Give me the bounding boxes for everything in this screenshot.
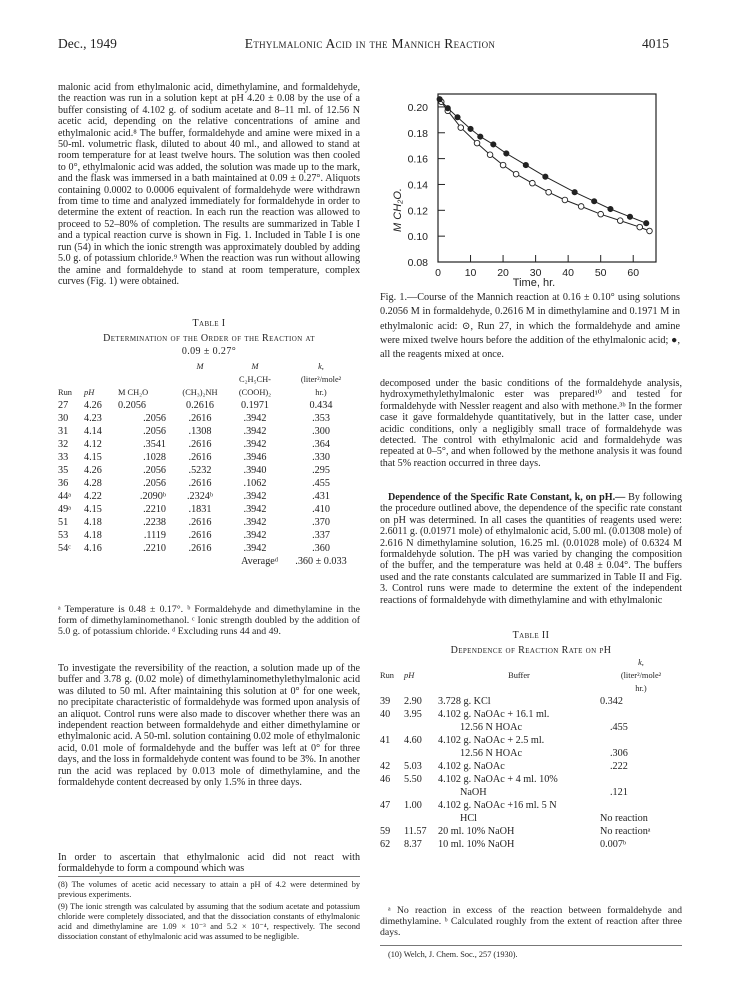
table-title-temperature: 0.09 ± 0.27° xyxy=(181,346,237,357)
header-date: Dec., 1949 xyxy=(58,36,117,51)
cell: 3.95 xyxy=(404,709,422,720)
data-point-filled xyxy=(445,106,450,111)
data-point-open xyxy=(530,180,536,186)
table-label: Table II xyxy=(512,630,550,641)
cell: .2616 xyxy=(188,413,212,424)
cell: .222 xyxy=(610,761,628,772)
cell: 4.28 xyxy=(84,478,102,489)
table-row xyxy=(58,503,360,516)
cell: .3541 xyxy=(143,439,166,450)
table-row xyxy=(380,825,682,838)
data-point-filled xyxy=(504,151,509,156)
cell: 4.102 g. NaOAc +16 ml. 5 N xyxy=(438,800,557,811)
column-header-formaldehyde: M CH₂O xyxy=(118,388,149,397)
data-point-open xyxy=(513,171,519,177)
cell: .3942 xyxy=(243,413,267,424)
cell: .1308 xyxy=(188,426,212,437)
cell: 4.22 xyxy=(84,491,102,502)
table-2 xyxy=(380,656,682,851)
cell: .1119 xyxy=(143,530,166,541)
x-axis-label: Time, hr. xyxy=(512,277,556,288)
cell: 4.102 g. NaOAc xyxy=(438,761,505,772)
data-point-open xyxy=(598,211,604,217)
table-label: Table I xyxy=(192,318,226,329)
footnote-rule xyxy=(58,876,360,877)
cell: 4.102 g. NaOAc + 16.1 ml. xyxy=(438,709,550,720)
cell: 35 xyxy=(58,465,69,476)
y-tick-label: 0.14 xyxy=(407,179,428,192)
cell: .370 xyxy=(312,517,330,528)
table-row xyxy=(58,438,360,451)
cell: 32 xyxy=(58,439,69,450)
x-tick-label: 40 xyxy=(562,267,574,279)
cell: 12.56 N HOAc xyxy=(460,722,522,733)
cell: 4.14 xyxy=(84,426,102,437)
average-value: .360 ± 0.033 xyxy=(295,556,347,567)
cell: .1831 xyxy=(188,504,212,515)
cell: 44ᵃ xyxy=(58,491,71,502)
cell: 41 xyxy=(380,735,391,746)
cell: .121 xyxy=(610,787,628,798)
data-point-filled xyxy=(543,174,548,179)
footnote: (8) The volumes of acetic acid necessary to attain a pH of 4.2 were determined by previous experiments. xyxy=(58,880,360,899)
table-row xyxy=(380,799,682,812)
footnote-rule xyxy=(380,945,682,946)
column-header-ph: pH xyxy=(84,388,95,397)
column-header-unit: M xyxy=(251,362,259,371)
cell: 62 xyxy=(380,839,391,850)
cell: .3946 xyxy=(243,452,267,463)
cell: .2056 xyxy=(143,413,166,424)
average-label: Averageᵈ xyxy=(241,556,278,567)
cell: .2616 xyxy=(188,478,212,489)
table-row-continuation xyxy=(380,747,682,760)
table-row xyxy=(380,734,682,747)
column-header-acid: C₂H₅CH- xyxy=(239,375,271,384)
cell: 0.2616 xyxy=(185,400,214,411)
data-point-filled xyxy=(491,142,496,147)
cell: .364 xyxy=(312,439,330,450)
cell: 4.102 g. NaOAc + 2.5 ml. xyxy=(438,735,545,746)
table-row xyxy=(380,708,682,721)
table-row xyxy=(58,412,360,425)
data-point-open xyxy=(562,197,568,203)
cell: .3940 xyxy=(243,465,267,476)
cell: .431 xyxy=(312,491,330,502)
x-tick-label: 30 xyxy=(529,267,542,279)
cell: 4.102 g. NaOAc + 4 ml. 10% xyxy=(438,774,558,785)
cell: .306 xyxy=(610,748,628,759)
cell: 1.00 xyxy=(404,800,422,811)
x-tick-label: 10 xyxy=(464,267,477,279)
cell: .2616 xyxy=(188,517,212,528)
data-point-filled xyxy=(572,190,577,195)
cell: .3942 xyxy=(243,491,267,502)
cell: 47 xyxy=(380,800,391,811)
cell: .360 xyxy=(312,543,330,554)
cell: .1028 xyxy=(143,452,166,463)
series-curve xyxy=(440,99,647,223)
cell: 0.342 xyxy=(600,696,623,707)
cell: .3942 xyxy=(243,439,267,450)
column-header-run: Run xyxy=(380,671,394,680)
column-header-k: k, xyxy=(638,658,644,667)
y-tick-label: 0.16 xyxy=(407,153,428,166)
data-point-open xyxy=(546,189,552,195)
section-heading-paragraph xyxy=(380,492,682,606)
table-row xyxy=(380,760,682,773)
cell: 30 xyxy=(58,413,69,424)
body-paragraph: decomposed under the basic conditions of the formaldehyde analysis, hydroxymethylethylmalonic ester was prepared¹⁰ and tested for formaldehyde with Nessler reagent and also with methone.³ᵇ In the former case it gave formaldehyde quantitatively, but in the latter case, under acidic conditions, only a negligibly small trace of formaldehyde was detected. The control with ethylmalonic acid and formaldehyde was repeated at 0–5°, and when followed by the methone analysis it was found that 5% reaction occurred in three days. xyxy=(380,378,682,469)
cell: 4.18 xyxy=(84,530,102,541)
cell: 10 ml. 10% NaOH xyxy=(438,839,515,850)
cell: 3.728 g. KCl xyxy=(438,696,491,707)
cell: .3942 xyxy=(243,426,267,437)
data-point-filled xyxy=(523,162,528,167)
cell: 11.57 xyxy=(404,826,427,837)
data-point-open xyxy=(458,125,464,131)
table-footnotes: ᵃ Temperature is 0.48 ± 0.17°. ᵇ Formaldehyde and dimethylamine in the form of dimethylaminomethanol. ᶜ Ionic strength doubled by the addition of 5.0 g. of potassium chloride. ᵈ Excluding runs 44 and 49. xyxy=(58,604,360,638)
cell: .5232 xyxy=(188,465,212,476)
data-point-open xyxy=(500,162,506,168)
data-point-open xyxy=(474,140,480,146)
cell: .3942 xyxy=(243,543,267,554)
data-point-filled xyxy=(644,221,649,226)
table-row-continuation xyxy=(380,721,682,734)
cell: .353 xyxy=(312,413,330,424)
table-footnotes: ᵃ No reaction in excess of the reaction between formaldehyde and dimethylamine. ᵇ Calculated roughly from the extent of reaction after three days. xyxy=(380,905,682,939)
cell: .1062 xyxy=(243,478,267,489)
column-header-k-units: (liter²/mole² xyxy=(620,671,662,680)
header-page-number: 4015 xyxy=(642,36,669,51)
cell: 0.2056 xyxy=(118,400,147,411)
cell: .330 xyxy=(312,452,330,463)
y-tick-label: 0.20 xyxy=(407,101,428,114)
cell: .3942 xyxy=(243,504,267,515)
cell: 20 ml. 10% NaOH xyxy=(438,826,515,837)
cell: .337 xyxy=(312,530,330,541)
table-title: Determination of the Order of the Reaction at xyxy=(103,333,315,344)
column-header-buffer: Buffer xyxy=(508,671,530,680)
table-row xyxy=(58,490,360,503)
cell: 51 xyxy=(58,517,69,528)
cell: 53 xyxy=(58,530,69,541)
cell: 4.23 xyxy=(84,413,102,424)
cell: .3942 xyxy=(243,517,267,528)
data-point-open xyxy=(637,224,643,230)
cell: .2090ᵇ xyxy=(139,491,166,502)
cell: .2324ᵇ xyxy=(186,491,214,502)
table-row xyxy=(58,425,360,438)
cell: No reaction xyxy=(600,813,648,824)
chart-svg xyxy=(380,88,680,288)
cell: .300 xyxy=(312,426,330,437)
table-row xyxy=(58,399,360,412)
x-tick-label: 60 xyxy=(627,267,640,279)
cell: 4.26 xyxy=(84,400,102,411)
data-point-open xyxy=(647,228,653,234)
data-point-filled xyxy=(468,126,473,131)
cell: .2210 xyxy=(143,504,166,515)
cell: 33 xyxy=(58,452,69,463)
data-point-open xyxy=(617,218,623,224)
column-header-k: k, xyxy=(318,362,324,371)
cell: .2616 xyxy=(188,439,212,450)
table-row-continuation xyxy=(380,786,682,799)
cell: No reactionᵃ xyxy=(600,826,651,837)
cell: 39 xyxy=(380,696,391,707)
data-point-filled xyxy=(608,206,613,211)
body-text: By following the procedure outlined above, the dependence of the specific rate constant on pH was determined. In all cases the quantities of reagents used were: 2.6011 g. (0.01971 mole) of ethylmalonic acid, 5.00 ml. (0.01308 mole) of 2.616 N dimethylamine solution, 16.25 ml. (0.01028 mole) of 0.6324 M formaldehyde solution. The pH was varied by changing the composition of the buffer, and the temperature was held at 0.48 ± 0.04°. The buffers used and the rate constants calculated are summarized in Table II and Fig. 3. Control runs were made to determine the extent of the independent reactions of formaldehyde with dimethylamine and with ethylmalonic xyxy=(380,492,682,606)
table-title: Dependence of Reaction Rate on pH xyxy=(450,645,612,656)
footnote: (10) Welch, J. Chem. Soc., 257 (1930). xyxy=(388,950,518,959)
cell: .2238 xyxy=(143,517,166,528)
data-point-open xyxy=(578,204,584,210)
column-header-k-units: hr.) xyxy=(635,684,647,693)
data-point-filled xyxy=(455,115,460,120)
cell: .2056 xyxy=(143,426,166,437)
x-tick-label: 0 xyxy=(435,267,441,279)
table-row xyxy=(380,838,682,851)
table-row xyxy=(58,477,360,490)
cell: .410 xyxy=(312,504,330,515)
section-heading: Dependence of the Specific Rate Constant, k, on pH.— xyxy=(388,492,626,503)
y-tick-label: 0.10 xyxy=(407,231,428,244)
body-paragraph: In order to ascertain that ethylmalonic acid did not react with formaldehyde to form a compound which was xyxy=(58,852,360,875)
data-point-filled xyxy=(592,199,597,204)
cell: 0.434 xyxy=(309,400,333,411)
table-average-row xyxy=(58,555,360,568)
cell: 46 xyxy=(380,774,391,785)
body-paragraph: malonic acid from ethylmalonic acid, dimethylamine, and formaldehyde, the reaction was run in a solution kept at pH 4.20 ± 0.08 by the use of a buffer consisting of 4.102 g. of sodium acetate and 8–11 ml. of 12.56 N acetic acid, depending on the relative concentrations of amine and ethylmalonic acid.⁸ The buffer, formaldehyde and amine were mixed in a 50-ml. volumetric flask, diluted to about 40 ml., and allowed to stand at room temperature for at least twelve hours. The solution was then cooled to 0°, ethylmalonic acid was added, the solution was made up to the mark, and the flask was immersed in a bath maintained at 0.09 ± 0.27°. Aliquots containing 0.0002 to 0.0006 equivalent of formaldehyde were withdrawn from time to time and analyzed immediately for formaldehyde in order to determine the extent of reaction. In each run the reaction was allowed to proceed to 52–80% of completion. The results are summarized in Table I and a typical reaction curve is shown in Fig. 1. Included in Table I is one run (54) in which the ionic strength was approximately doubled by adding 5.0 g. of potassium chloride.⁹ When the reaction was run without allowing the amine and formaldehyde to stand at room temperature, complex curves (Fig. 1) were obtained. xyxy=(58,82,360,287)
y-tick-label: 0.08 xyxy=(407,257,428,269)
cell: 49ᵃ xyxy=(58,504,71,515)
cell: 4.16 xyxy=(84,543,102,554)
y-tick-label: 0.12 xyxy=(407,205,428,218)
table-1 xyxy=(58,360,360,568)
cell: .295 xyxy=(312,465,330,476)
cell: 12.56 N HOAc xyxy=(460,748,522,759)
table-row xyxy=(58,529,360,542)
cell: 59 xyxy=(380,826,391,837)
table-row xyxy=(58,464,360,477)
cell: 5.50 xyxy=(404,774,422,785)
table-row-continuation xyxy=(380,812,682,825)
x-tick-label: 50 xyxy=(594,267,607,279)
cell: 31 xyxy=(58,426,69,437)
cell: 0.1971 xyxy=(240,400,269,411)
header-title: Ethylmalonic Acid in the Mannich Reaction xyxy=(244,36,496,51)
cell: 4.15 xyxy=(84,452,102,463)
column-header-run: Run xyxy=(58,388,72,397)
table-row xyxy=(380,695,682,708)
cell: .2616 xyxy=(188,530,212,541)
column-header-acid: (COOH)₂ xyxy=(238,388,272,397)
cell: 2.90 xyxy=(404,696,422,707)
cell: 4.60 xyxy=(404,735,422,746)
cell: 0.007ᵇ xyxy=(600,839,627,850)
cell: .455 xyxy=(610,722,628,733)
cell: .455 xyxy=(312,478,330,489)
cell: 5.03 xyxy=(404,761,422,772)
column-header-amine: (CH₃)₂NH xyxy=(182,388,218,397)
cell: .2616 xyxy=(188,543,212,554)
x-tick-label: 20 xyxy=(497,267,509,279)
data-point-filled xyxy=(627,214,632,219)
cell: 40 xyxy=(380,709,391,720)
y-tick-label: 0.18 xyxy=(407,127,428,140)
y-axis-label: M CH₂O. xyxy=(392,188,404,232)
table-row xyxy=(58,451,360,464)
data-point-filled xyxy=(437,97,442,102)
cell: 54ᶜ xyxy=(58,543,71,554)
column-header-k-units: hr.) xyxy=(315,388,327,397)
cell: 4.18 xyxy=(84,517,102,528)
table-row xyxy=(380,773,682,786)
cell: 4.12 xyxy=(84,439,102,450)
cell: .2616 xyxy=(188,452,212,463)
cell: 4.26 xyxy=(84,465,102,476)
figure-1 xyxy=(380,88,680,288)
column-header-ph: pH xyxy=(404,671,415,680)
cell: 4.15 xyxy=(84,504,102,515)
data-point-open xyxy=(487,152,493,158)
cell: .2056 xyxy=(143,465,166,476)
cell: HCl xyxy=(460,813,477,824)
cell: 42 xyxy=(380,761,391,772)
data-point-filled xyxy=(478,134,483,139)
footnote: (9) The ionic strength was calculated by assuming that the sodium acetate and potassium chloride were completely dissociated, and that the dissociation constants of ethylmalonic acid and dimethylamine are 1.09 × 10⁻³ and 5.2 × 10⁻⁴, respectively. The second dissociation constant of ethylmalonic acid was assumed to be negligible. xyxy=(58,902,360,941)
cell: .2056 xyxy=(143,478,166,489)
body-paragraph: To investigate the reversibility of the reaction, a solution made up of the buffer and 3.78 g. (0.02 mole) of dimethylaminomethylethylmalonic acid was diluted to 50 ml. After maintaining this solution at 0° for one week, no precipitate characteristic of formaldehyde was formed upon analysis of an aliquot. Control runs were also made to discover whether there was an independent reaction between formaldehyde and either dimethylamine or ethylmalonic acid. A 50-ml. solution containing 0.02 mole of ethylmalonic acid, 0.01 mole of formaldehyde and the buffer was left at 0° for three days, and the loss in formaldehyde content was found to be 3%. In another run the acid was replaced by 0.013 mole of dimethylamine, and the formaldehyde content decreased by only 1.5% in three days. xyxy=(58,663,360,789)
table-row xyxy=(58,516,360,529)
cell: 27 xyxy=(58,400,69,411)
column-header-k-units: (liter²/mole² xyxy=(300,375,342,384)
figure-caption: Fig. 1.—Course of the Mannich reaction at 0.16 ± 0.10° using solutions 0.2056 M in formaldehyde, 0.2616 M in dimethylamine and 0.1971 M in ethylmalonic acid: ⊙, Run 27, in which the formaldehyde and amine were mixed twelve hours before the addition of the ethylmalonic acid; ●, all the reagents mixed at once. xyxy=(380,292,680,361)
cell: .3942 xyxy=(243,530,267,541)
cell: 36 xyxy=(58,478,69,489)
cell: .2210 xyxy=(143,543,166,554)
cell: 8.37 xyxy=(404,839,422,850)
column-header-unit: M xyxy=(196,362,204,371)
cell: NaOH xyxy=(460,787,487,798)
table-row xyxy=(58,542,360,555)
